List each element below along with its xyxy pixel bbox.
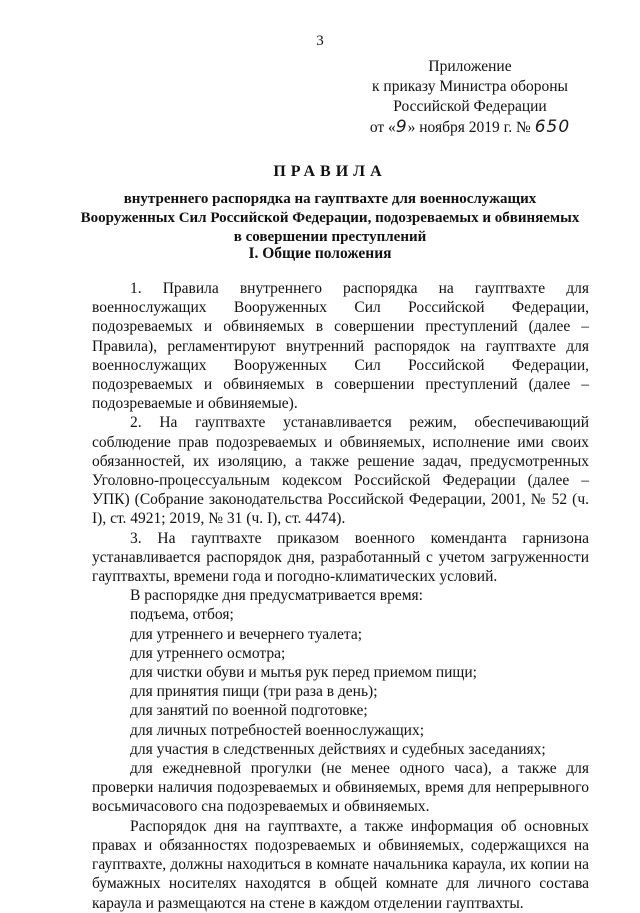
document-title: ПРАВИЛА (273, 163, 387, 180)
paragraph-schedule-info: Распорядок дня на гауптвахте, а также информация об основных правах и обязанностях подозреваемых и обвиняемых, содержащихся на гауптвахте, должны находиться в комнате начальника караула, их копии на бумажных носителях находятся в общей комнате для личного состава караула и размещаются на стене в каждом отделении гауптвахты. (92, 817, 589, 912)
section-heading: I. Общие положения (248, 245, 392, 262)
list-item: подъема, отбоя; (130, 606, 234, 624)
list-item: для принятия пищи (три раза в день); (130, 683, 378, 701)
subtitle-line-1: внутреннего распорядка на гауптвахте для военнослужащих (123, 191, 537, 207)
list-item: для занятий по военной подготовке; (130, 702, 368, 720)
list-item: для утреннего и вечернего туалета; (130, 625, 363, 643)
paragraph-1: 1. Правила внутреннего распорядка на гауптвахте для военнослужащих Вооруженных Сил Российской Федерации, подозреваемых и обвиняемых в совершении преступлений (далее – Правила), регламентируют внутренний распорядок на гауптвахте для военнослужащих Вооруженных Сил Российской Федерации, подозреваемых и обвиняемых в совершении преступлений (далее – подозреваемые и обвиняемые). (92, 280, 589, 413)
document-title-block (80, 162, 580, 247)
paragraph-2: 2. На гауптвахте устанавливается режим, обеспечивающий соблюдение прав подозреваемых и обвиняемых, исполнение ими своих обязанностей, их изоляцию, а также решение задач, предусмотренных Уголовно-процессуальным кодексом Российской Федерации (далее – УПК) (Собрание законодательства Российской Федерации, 2001, № 52 (ч. I), ст. 4921; 2019, № 31 (ч. I), ст. 4474). (92, 414, 589, 528)
handwritten-order-number: 650 (534, 117, 571, 137)
page-number: 3 (316, 33, 324, 49)
list-item: для участия в следственных действиях и судебных заседаниях; (130, 740, 546, 758)
list-item: для чистки обуви и мытья рук перед приемом пищи; (130, 664, 477, 682)
appendix-line-1: Приложение (428, 58, 512, 75)
list-item: для утреннего осмотра; (130, 644, 286, 662)
paragraph-3: 3. На гауптвахте приказом военного коменданта гарнизона устанавливается распорядок дня, разработанный с учетом загруженности гауптвахты, времени года и погодно-климатических условий. (92, 529, 589, 586)
date-middle: » ноября 2019 г. № (407, 119, 531, 136)
appendix-line-3: Российской Федерации (393, 98, 547, 115)
handwritten-day: 9 (395, 117, 408, 137)
document-subtitle (80, 190, 580, 247)
list-item: для личных потребностей военнослужащих; (130, 721, 425, 739)
appendix-block (360, 57, 580, 138)
subtitle-line-2: Вооруженных Сил Российской Федерации, подозреваемых и обвиняемых (80, 210, 580, 226)
subtitle-line-3: в совершении преступлений (233, 229, 427, 245)
paragraph-walk: для ежедневной прогулки (не менее одного часа), а также для проверки наличия подозреваемых и обвиняемых, время для непрерывного восьмичасового сна подозреваемых и обвиняемых. (92, 760, 589, 816)
schedule-intro: В распорядке дня предусматривается время: (130, 587, 423, 605)
document-body (92, 279, 589, 913)
appendix-line-2: к приказу Министра обороны (372, 78, 568, 95)
date-prefix: от « (369, 119, 396, 136)
order-date-line (360, 117, 580, 138)
